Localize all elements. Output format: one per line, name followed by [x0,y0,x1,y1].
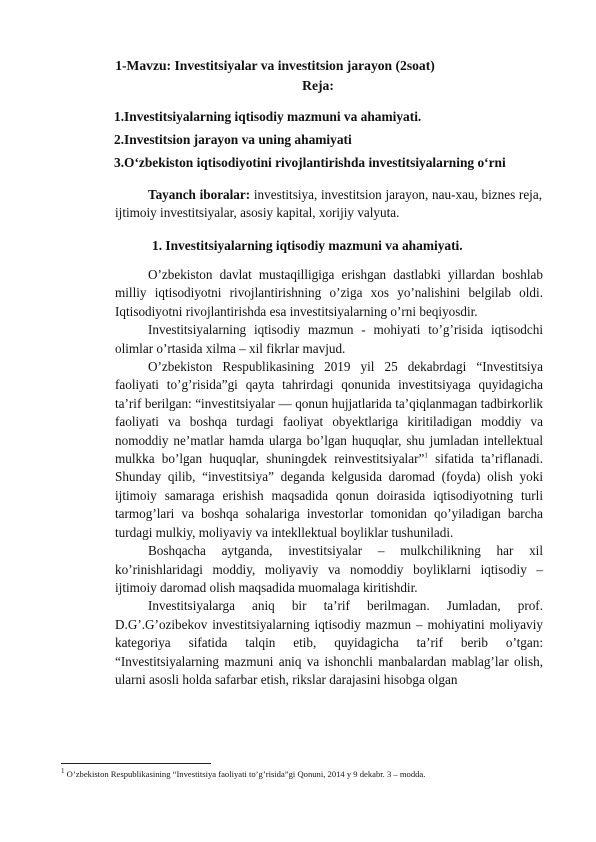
paragraph: Investitsiyalarning iqtisodiy mazmun - mohiyati to’g’risida iqtisodchi olimlar o’rtasida xilma – xil fikrlar mavjud. [115,322,543,356]
paragraph: Investitsiyalarga aniq bir ta’rif berilmagan. Jumladan, prof. D.G’.G’ozibekov investitsiyalarning iqtisodiy mazmun – mohiyatini moliyaviy kategoriya sifatida talqin etib, quyidagicha ta’rif berib o’tgan: “Investitsiyalarning mazmuni aniq va ishonchli manbalardan mablag’lar olish, ularni asosli holda safarbar etish, rikslar darajasini hisobga olgan [115,598,543,687]
keywords-paragraph [115,186,542,223]
footnote-text: O’zbekiston Respublikasining “Investitsiya faoliyati to’g’risida”gi Qonuni, 2014 y 9 dekabr. 3 – modda. [66,769,426,779]
body-text [115,266,543,689]
footnote-mark: 1 [61,767,65,776]
keywords-label: Tayanch iboralar: [148,187,251,202]
paragraph-text: O’zbekiston Respublikasining 2019 yil 25 dekabrdagi “Investitsiya faoliyati to’g’risida”gi qayta tahrirdagi qonunida investitsiyaga quyidagicha ta’rif berilgan: “investitsiyalar — qonun hujjatlarida ta’qiqlanmagan tadbirkorlik faoliyati va boshqa turdagi faoliyat obyektlariga kiritiladigan moddiy va nomoddiy ne’matlar hamda ularga bo’lgan huquqlar, shu jumladan intellektual mulkka bo’lgan huquqlar, shuningdek reinvestitsiyalar” [115,359,543,467]
page-title [0,58,596,74]
keywords-text: investitsiya, investitsion jarayon, nau-xau, biznes reja, ijtimoiy investitsiyalar, asosiy kapital, xorijiy valyuta. [115,187,542,221]
footnote-ref: 1 [424,451,428,460]
plan-item: 3.O‘zbekiston iqtisodiyotini rivojlantirishda investitsiyalarning o‘rni [114,155,506,170]
plan-item: 1.Investitsiyalarning iqtisodiy mazmuni va ahamiyati. [114,109,422,124]
section-heading: 1. Investitsiyalarning iqtisodiy mazmuni va ahamiyati. [152,238,463,253]
footnote-separator [61,763,211,764]
title-text: 1-Mavzu: Investitsiyalar va investitsion jarayon (2soat) [115,58,435,73]
paragraph-text: sifatida ta’riflanadi. Shunday qilib, “investitsiya” deganda kelgusida daromad (foyda) olish yoki ijtimoiy samaraga erishish maqsadida qonun doirasida iqtisodiyotning turli tarmog’lari va boshqa sohalariga investorlar tomonidan qo’yiladigan barcha turdagi mulkiy, moliyaviy va intekllektual boyliklar tushuniladi. [115,451,543,540]
plan-heading-text: Reja: [302,78,334,93]
footnote [61,769,425,779]
paragraph: Boshqacha aytganda, investitsiyalar – mulkchilikning har xil ko’rinishlaridagi moddiy, moliyaviy va nomoddiy boyliklarni iqtisodiy – ijtimoiy daromad olish maqsadida muomalaga kiritishdir. [115,543,543,595]
paragraph: O’zbekiston davlat mustaqilligiga erishgan dastlabki yillardan boshlab milliy iqtisodiyotni rivojlantirishning o’ziga xos yo’nalishini belgilab oldi. Iqtisodiyotni rivojlantirishda esa investitsiyalarning o’rni beqiyosdir. [115,267,543,319]
plan-heading [0,78,596,94]
plan-item: 2.Investitsion jarayon va uning ahamiyati [114,132,352,147]
paragraph [115,358,543,542]
